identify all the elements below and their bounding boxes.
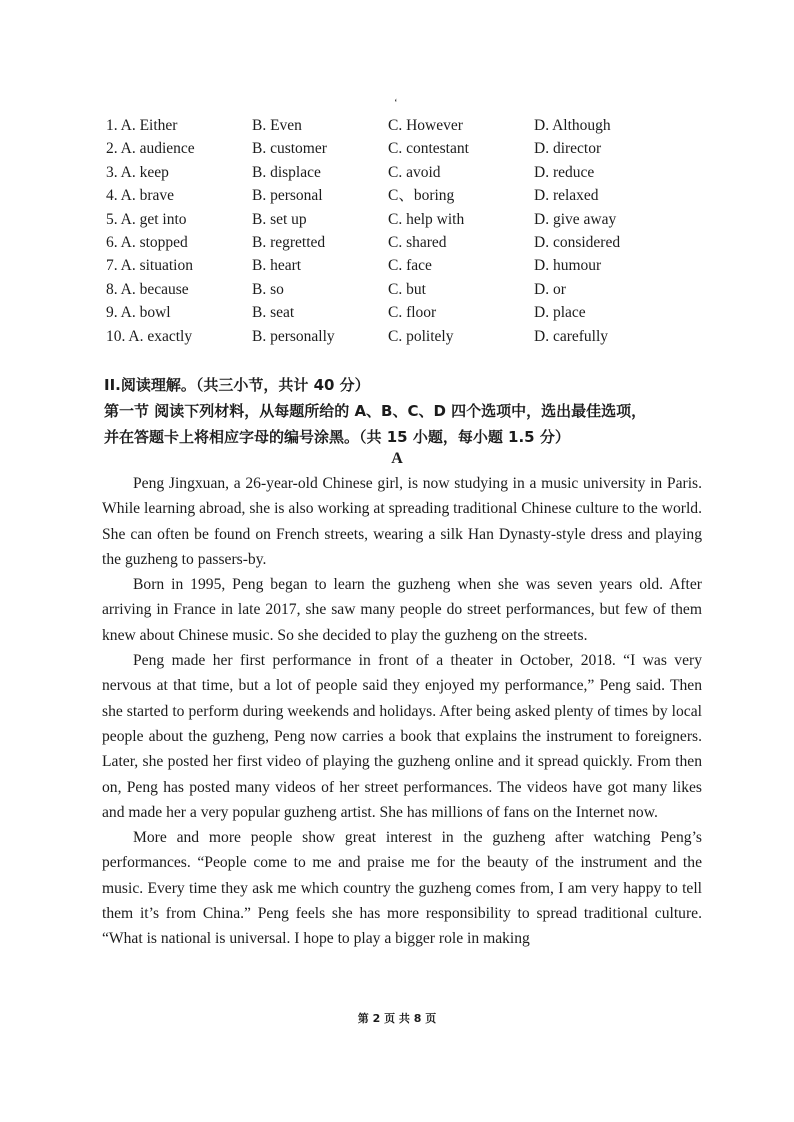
option-a: 1. A. Either bbox=[106, 117, 178, 134]
option-c: C. floor bbox=[388, 304, 437, 322]
section-heading bbox=[104, 372, 704, 450]
option-a: 2. A. audience bbox=[106, 140, 195, 158]
option-d: D. humour bbox=[534, 257, 602, 275]
option-b: B. so bbox=[252, 280, 284, 298]
option-c: C. contestant bbox=[388, 140, 469, 158]
passage-label: A bbox=[391, 450, 403, 467]
option-a: 6. A. stopped bbox=[106, 233, 188, 251]
section-instruction: 并在答题卡上将相应字母的编号涂黑。（共 15 小题，每小题 1.5 分） bbox=[104, 428, 570, 446]
option-d: D. Although bbox=[534, 117, 611, 134]
option-b: B. Even bbox=[252, 117, 302, 134]
option-d: D. considered bbox=[534, 233, 621, 251]
passage-paragraph: Born in 1995, Peng began to learn the guzheng when she was seven years old. After arriving in France in late 2017, she saw many people do street performances, but few of them knew about Chinese music. So she decided to play the guzheng on the streets. bbox=[102, 576, 702, 644]
option-c: C. but bbox=[388, 280, 426, 298]
choice-table bbox=[106, 114, 666, 348]
option-a: 9. A. bowl bbox=[106, 304, 171, 322]
option-d: D. reduce bbox=[534, 163, 595, 181]
option-a: 7. A. situation bbox=[106, 257, 193, 275]
choice-row bbox=[106, 161, 666, 184]
option-a: 4. A. brave bbox=[106, 187, 175, 205]
choice-row bbox=[106, 231, 666, 254]
option-c: C. face bbox=[388, 257, 432, 275]
option-b: B. seat bbox=[252, 304, 295, 322]
choice-row bbox=[106, 208, 666, 231]
option-a: 3. A. keep bbox=[106, 163, 169, 181]
option-d: D. relaxed bbox=[534, 187, 599, 205]
passage-paragraph: Peng made her first performance in front of a theater in October, 2018. “I was very nervous at that time, but a lot of people said they enjoyed my performance,” Peng said. Then she started to perform during weekends and holidays. After being asked plenty of times by local people about the guzheng, Peng now carries a book that explains the instrument to foreigners. Later, she posted her first video of playing the guzheng online and it spread quickly. From then on, Peng has posted many videos of her street performances. The videos have got many likes and made her a very popular guzheng artist. She has millions of fans on the Internet now. bbox=[102, 652, 702, 821]
reading-passage bbox=[102, 471, 702, 952]
option-c: C. help with bbox=[388, 210, 465, 228]
option-b: B. regretted bbox=[252, 233, 326, 251]
option-d: D. give away bbox=[534, 210, 617, 228]
option-d: D. carefully bbox=[534, 327, 609, 345]
choice-row bbox=[106, 254, 666, 277]
option-c: C. However bbox=[388, 117, 463, 134]
option-d: D. place bbox=[534, 304, 586, 322]
option-c: C、boring bbox=[388, 187, 455, 205]
option-b: B. personal bbox=[252, 187, 323, 205]
option-c: C. politely bbox=[388, 327, 454, 345]
option-d: D. director bbox=[534, 140, 602, 158]
option-b: B. customer bbox=[252, 140, 327, 158]
option-b: B. personally bbox=[252, 327, 335, 345]
passage-paragraph: More and more people show great interest in the guzheng after watching Peng’s performances. “People come to me and praise me for the beauty of the instrument and the music. Every time they ask me which country the guzheng comes from, I am very happy to tell them it’s from China.” Peng feels she has more responsibility to spread traditional culture. “What is national is universal. I hope to play a bigger role in making bbox=[102, 829, 702, 948]
option-b: B. displace bbox=[252, 163, 321, 181]
option-a: 8. A. because bbox=[106, 280, 189, 298]
option-a: 10. A. exactly bbox=[106, 327, 193, 345]
section-title: II.阅读理解。（共三小节，共计 40 分） bbox=[104, 376, 370, 394]
option-d: D. or bbox=[534, 280, 566, 298]
stray-mark: ‘ bbox=[394, 97, 398, 109]
choice-row bbox=[106, 278, 666, 301]
choice-row bbox=[106, 114, 666, 137]
choice-row bbox=[106, 301, 666, 324]
option-c: C. shared bbox=[388, 233, 447, 251]
option-b: B. heart bbox=[252, 257, 302, 275]
option-c: C. avoid bbox=[388, 163, 441, 181]
page-number: 第 2 页 共 8 页 bbox=[357, 1012, 437, 1025]
option-a: 5. A. get into bbox=[106, 210, 187, 228]
choice-row bbox=[106, 325, 666, 348]
section-instruction: 第一节 阅读下列材料，从每题所给的 A、B、C、D 四个选项中，选出最佳选项， bbox=[104, 402, 647, 420]
choice-row bbox=[106, 184, 666, 207]
option-b: B. set up bbox=[252, 210, 307, 228]
passage-paragraph: Peng Jingxuan, a 26-year-old Chinese girl, is now studying in a music university in Paris. While learning abroad, she is also working at spreading traditional Chinese culture to the world. She can often be found on French streets, wearing a silk Han Dynasty-style dress and playing the guzheng to passers-by. bbox=[102, 475, 702, 568]
choice-row bbox=[106, 137, 666, 160]
